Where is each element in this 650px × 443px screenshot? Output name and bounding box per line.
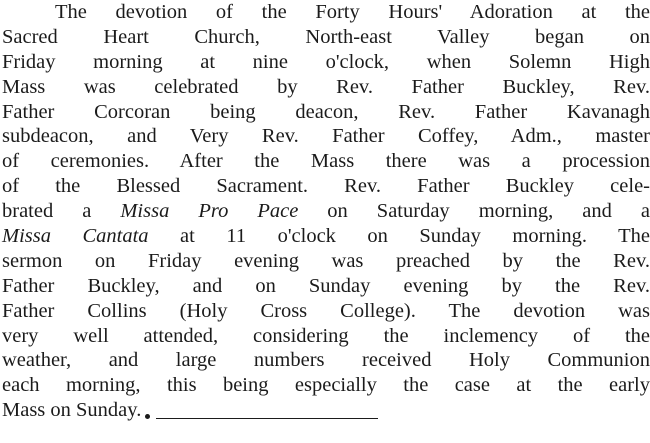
text-segment: on Saturday morning, and a (298, 200, 650, 223)
text-line: weather, and large numbers received Holy Communion (2, 349, 650, 372)
text-line: of the Blessed Sacrament. Rev. Father Buckley cele- (2, 175, 650, 198)
end-rule-divider (156, 418, 378, 419)
text-line: The devotion of the Forty Hours' Adoration at the (55, 1, 650, 23)
text-line: Father Corcoran being deacon, Rev. Father Kavanagh (2, 100, 650, 123)
article-text (2, 0, 650, 443)
text-segment: brated a (2, 200, 121, 223)
text-segment: Mass on Sunday. (2, 399, 142, 422)
italic-phrase: Missa Cantata (2, 225, 149, 248)
text-line: Friday morning at nine o'clock, when Solemn High (2, 50, 650, 73)
text-line: each morning, this being especially the case at the early (2, 374, 650, 397)
text-line: subdeacon, and Very Rev. Father Coffey, Adm., master (2, 125, 650, 148)
italic-phrase: Missa Pro Pace (120, 200, 299, 223)
end-dot (145, 414, 150, 419)
text-segment: at 11 o'clock on Sunday morning. The (148, 225, 650, 248)
text-line (2, 224, 650, 249)
text-line (2, 199, 650, 224)
text-line: very well attended, considering the inclemency of the (2, 324, 650, 347)
text-line: Sacred Heart Church, North-east Valley began on (2, 25, 650, 48)
text-line: Father Collins (Holy Cross College). The devotion was (2, 299, 650, 322)
text-line: Mass was celebrated by Rev. Father Buckley, Rev. (2, 75, 650, 98)
text-line: of ceremonies. After the Mass there was a procession (2, 150, 650, 173)
text-line: Father Buckley, and on Sunday evening by the Rev. (2, 274, 650, 297)
text-line-final (2, 398, 650, 423)
text-line: sermon on Friday evening was preached by the Rev. (2, 249, 650, 272)
